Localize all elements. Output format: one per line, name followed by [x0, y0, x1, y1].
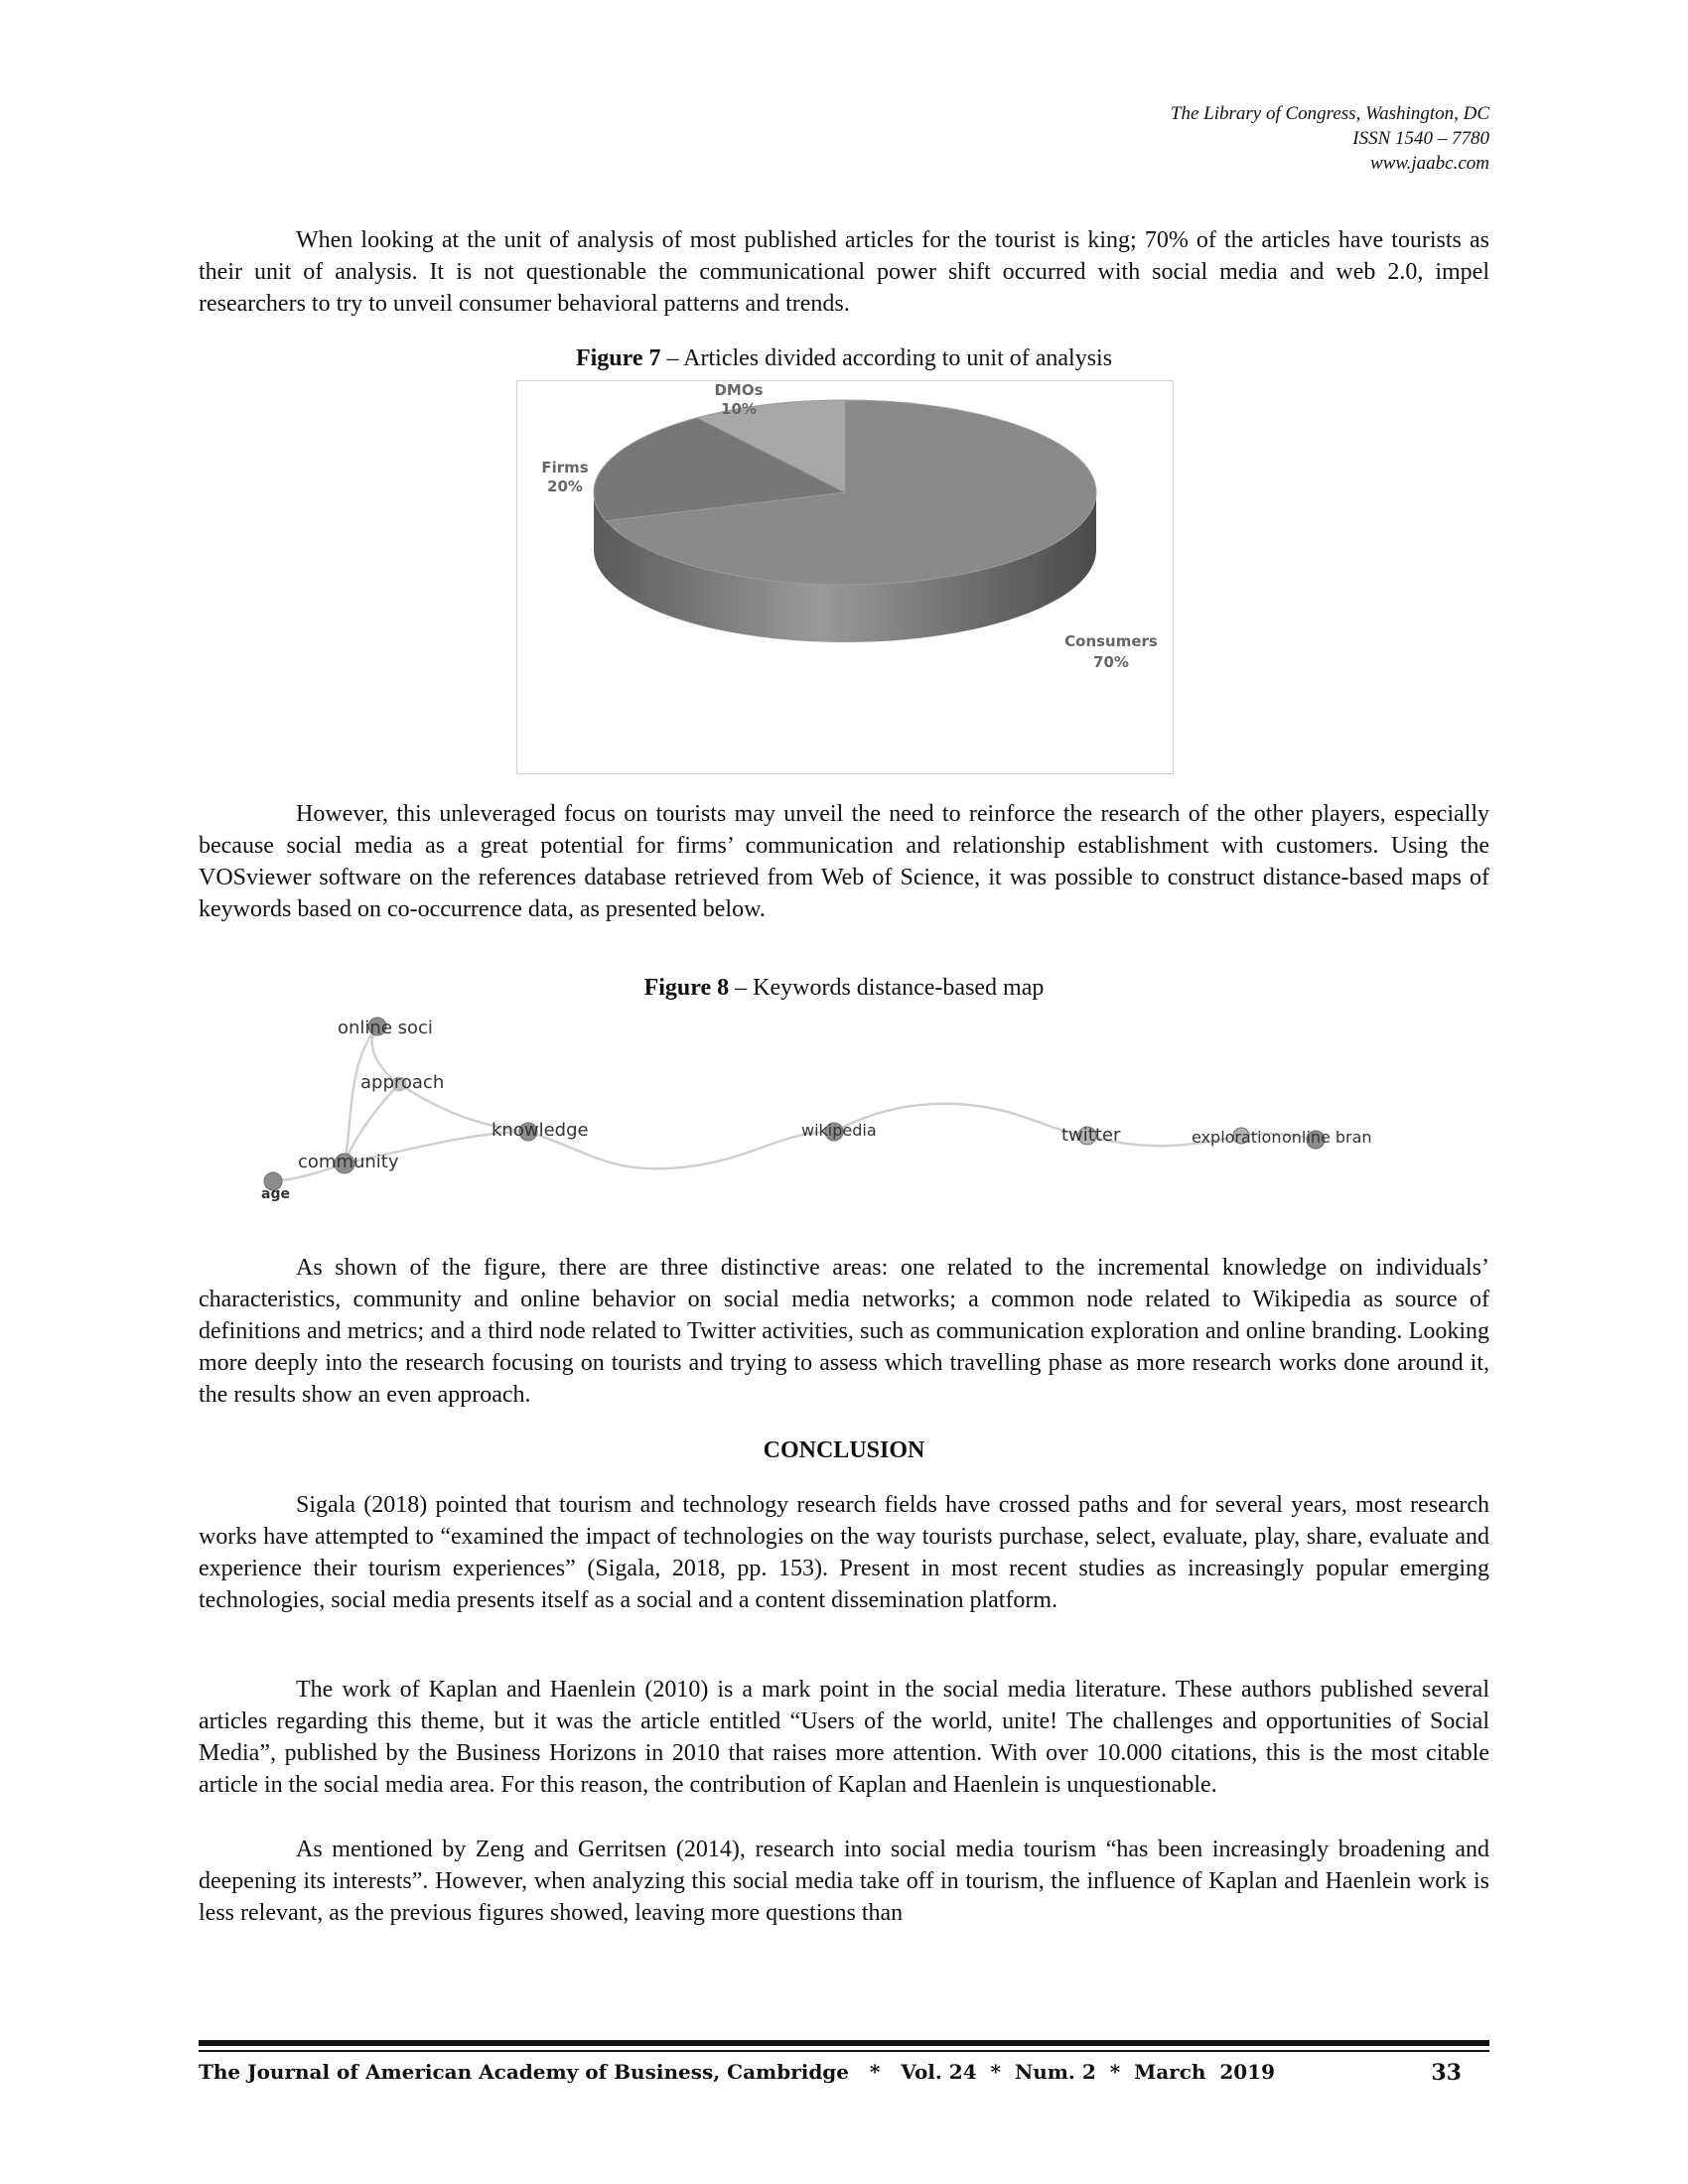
figure-7-label: Figure 7 — [575, 345, 661, 371]
pie-chart-svg — [517, 381, 1173, 773]
figure-8-caption-text: – Keywords distance-based map — [729, 975, 1045, 1001]
header-line-2: ISSN 1540 – 7780 — [1352, 128, 1489, 149]
paragraph-5: The work of Kaplan and Haenlein (2010) is a mark point in the social media literature. These authors published several articles regarding this theme, but it was the article entitled “Users of the world, unite! The challenges and opportunities of Social Media”, published by the Business Horizons in 2010 that raises more attention. With over 10.000 citations, this is the most citable article in the social media area. For this reason, the contribution of Kaplan and Haenlein is unquestionable. — [199, 1677, 1489, 1798]
pie-label-dmos-value: 10% — [721, 400, 757, 418]
footer-rule-thick — [199, 2040, 1489, 2046]
footer-rule-thin — [199, 2050, 1489, 2052]
label-online-bran: online bran — [1282, 1128, 1372, 1147]
header-line-3: www.jaabc.com — [1370, 153, 1489, 174]
pie-label-dmos-name: DMOs — [714, 381, 764, 399]
figure-8-keyword-map — [253, 1003, 1455, 1221]
label-online-soci: online soci — [338, 1018, 433, 1038]
conclusion-heading: CONCLUSION — [763, 1437, 925, 1463]
pie-label-firms-value: 20% — [547, 478, 583, 495]
paragraph-6: As mentioned by Zeng and Gerritsen (2014), research into social media tourism “has been increasingly broadening and deepening its interests”. However, when analyzing this social media take off in tourism, the influence of Kaplan and Haenlein work is less relevant, as the previous figures showed, leaving more questions than — [199, 1837, 1489, 1926]
label-twitter: twitter — [1061, 1125, 1121, 1146]
label-age: age — [261, 1186, 290, 1202]
label-knowledge: knowledge — [492, 1120, 589, 1141]
paragraph-4: Sigala (2018) pointed that tourism and technology research fields have crossed paths and for several years, most research works have attempted to “examined the impact of technologies on the way tourists purchase, select, evaluate, play, share, evaluate and experience their tourism experiences” (Sigala, 2018, pp. 153). Present in most recent studies as increasingly popular emerging technologies, social media presents itself as a social and a content dissemination platform. — [199, 1492, 1489, 1613]
paragraph-1: When looking at the unit of analysis of most published articles for the tourist is king; 70% of the articles have tourists as their unit of analysis. It is not questionable the communicational power shift occurred with social media and web 2.0, impel researchers to try to unveil consumer behavioral patterns and trends. — [199, 227, 1489, 317]
figure-8-caption — [0, 973, 1688, 1003]
figure-7-pie-chart — [516, 380, 1174, 774]
pie-label-consumers-name: Consumers — [1064, 632, 1158, 650]
keyword-map-svg — [253, 1003, 1455, 1221]
paragraph-2: However, this unleveraged focus on tourists may unveil the need to reinforce the research of the other players, especially because social media as a great potential for firms’ communication and relationship establishment with customers. Using the VOSviewer software on the references database retrieved from Web of Science, it was possible to construct distance-based maps of keywords based on co-occurrence data, as presented below. — [199, 801, 1489, 922]
pie-label-firms-name: Firms — [541, 459, 589, 477]
figure-7-caption-text: – Articles divided according to unit of analysis — [660, 345, 1113, 371]
pie-label-consumers-value: 70% — [1093, 653, 1129, 671]
label-wikipedia: wikipedia — [801, 1121, 877, 1140]
label-approach: approach — [360, 1072, 445, 1093]
header-line-1: The Library of Congress, Washington, DC — [1170, 103, 1489, 124]
figure-7-caption — [0, 343, 1688, 373]
label-exploration: exploration — [1192, 1128, 1282, 1147]
running-header — [1171, 101, 1489, 176]
figure-8-label: Figure 8 — [643, 975, 730, 1001]
label-community: community — [298, 1152, 399, 1172]
page-number: 33 — [1431, 2060, 1462, 2086]
paragraph-3: As shown of the figure, there are three distinctive areas: one related to the incremental knowledge on individuals’ characteristics, community and online behavior on social media networks; a common node related to Wikipedia as source of definitions and metrics; and a third node related to Twitter activities, such as communication exploration and online branding. Looking more deeply into the research focusing on tourists and trying to assess which travelling phase as more research works done around it, the results show an even approach. — [199, 1255, 1489, 1408]
footer-journal-info: The Journal of American Academy of Business, Cambridge * Vol. 24 * Num. 2 * March 2019 — [199, 2060, 1276, 2084]
